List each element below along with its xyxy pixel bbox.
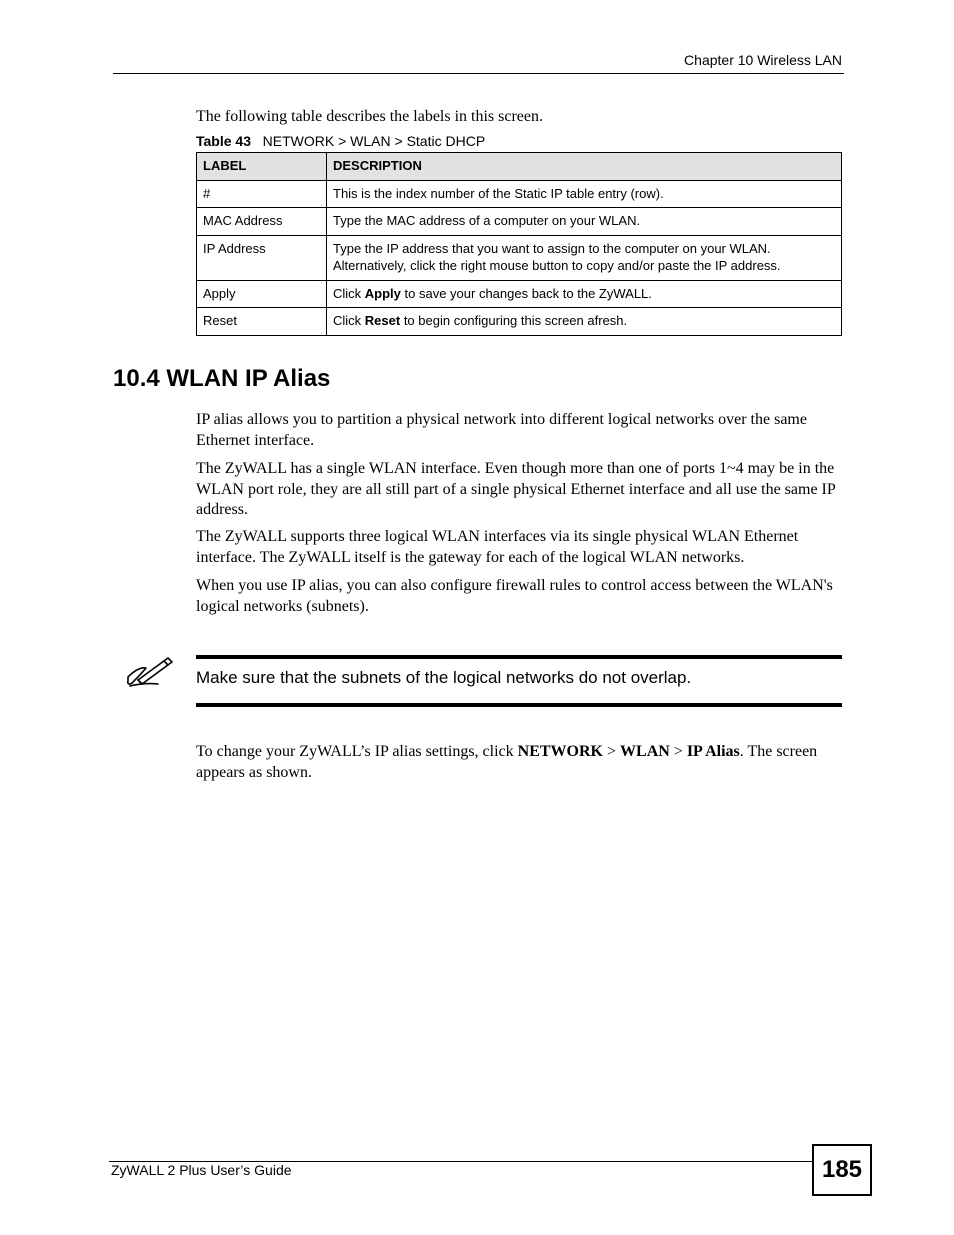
row-description-text: Type the MAC address of a computer on your WLAN. [333, 213, 641, 228]
row-label: MAC Address [197, 208, 327, 236]
note-text: Make sure that the subnets of the logical networks do not overlap. [196, 668, 692, 687]
table-header-row [197, 153, 842, 181]
row-description-text: This is the index number of the Static IP table entry (row). [333, 185, 664, 201]
header-divider [113, 73, 844, 74]
menu-path-wlan: WLAN [620, 743, 670, 760]
table-caption-label: Table 43 [196, 133, 251, 149]
note-bottom-rule [196, 703, 842, 707]
row-description [327, 308, 842, 336]
row-description-text: Click [333, 285, 365, 301]
table-row [197, 180, 842, 208]
table-row [197, 280, 842, 308]
menu-path-network: NETWORK [517, 743, 603, 760]
paragraph: The ZyWALL has a single WLAN interface. Even though more than one of ports 1~4 may be in the WLAN port role, they are all still part of a single physical Ethernet interface and all use the same IP address. [196, 460, 836, 518]
chapter-header: Chapter 10 Wireless LAN [684, 52, 842, 68]
closing-text: . The screen appears as shown. [196, 743, 818, 781]
row-description [327, 280, 842, 308]
row-label: Reset [197, 308, 327, 336]
column-header-description: DESCRIPTION [327, 153, 842, 181]
footer-guide-title: ZyWALL 2 Plus User’s Guide [111, 1162, 292, 1178]
row-description-text: Type the IP address that you want to assign to the computer on your WLAN. Alternatively, click the right mouse button to copy and/or paste the IP address. [333, 240, 781, 273]
table-caption-title: NETWORK > WLAN > Static DHCP [262, 133, 486, 149]
path-separator: > [669, 743, 687, 760]
menu-path-ip-alias: IP Alias [686, 743, 740, 760]
note-top-rule [196, 655, 842, 659]
column-header-label: LABEL [197, 153, 327, 181]
table-row [197, 308, 842, 336]
closing-paragraph [196, 742, 846, 783]
row-label: Apply [197, 280, 327, 308]
labels-table [196, 152, 842, 336]
row-description-text: to begin configuring this screen afresh. [400, 313, 628, 328]
section-title: 10.4 WLAN IP Alias [113, 365, 331, 392]
row-description-bold: Apply [364, 285, 401, 301]
row-description [327, 180, 842, 208]
row-description [327, 235, 842, 280]
row-description-bold: Reset [364, 313, 401, 328]
closing-text: To change your ZyWALL’s IP alias settings, click [196, 743, 518, 760]
row-description-text: to save your changes back to the ZyWALL. [400, 285, 652, 301]
path-separator: > [602, 743, 621, 760]
table-row [197, 235, 842, 280]
table-caption [196, 133, 485, 149]
paragraph: IP alias allows you to partition a physical network into different logical networks over the same Ethernet interface. [196, 411, 807, 449]
paragraph: When you use IP alias, you can also configure firewall rules to control access between the WLAN's logical networks (subnets). [196, 577, 833, 615]
row-label: IP Address [197, 235, 327, 280]
intro-text: The following table describes the labels in this screen. [196, 108, 544, 125]
row-description-text: Click [333, 313, 365, 328]
note-pen-icon [124, 653, 174, 689]
row-label: # [197, 180, 327, 208]
table-row [197, 208, 842, 236]
paragraph: The ZyWALL supports three logical WLAN interfaces via its single physical WLAN Ethernet interface. The ZyWALL itself is the gateway for each of the logical WLAN networks. [196, 528, 799, 566]
row-description [327, 208, 842, 236]
page-number: 185 [812, 1144, 872, 1196]
